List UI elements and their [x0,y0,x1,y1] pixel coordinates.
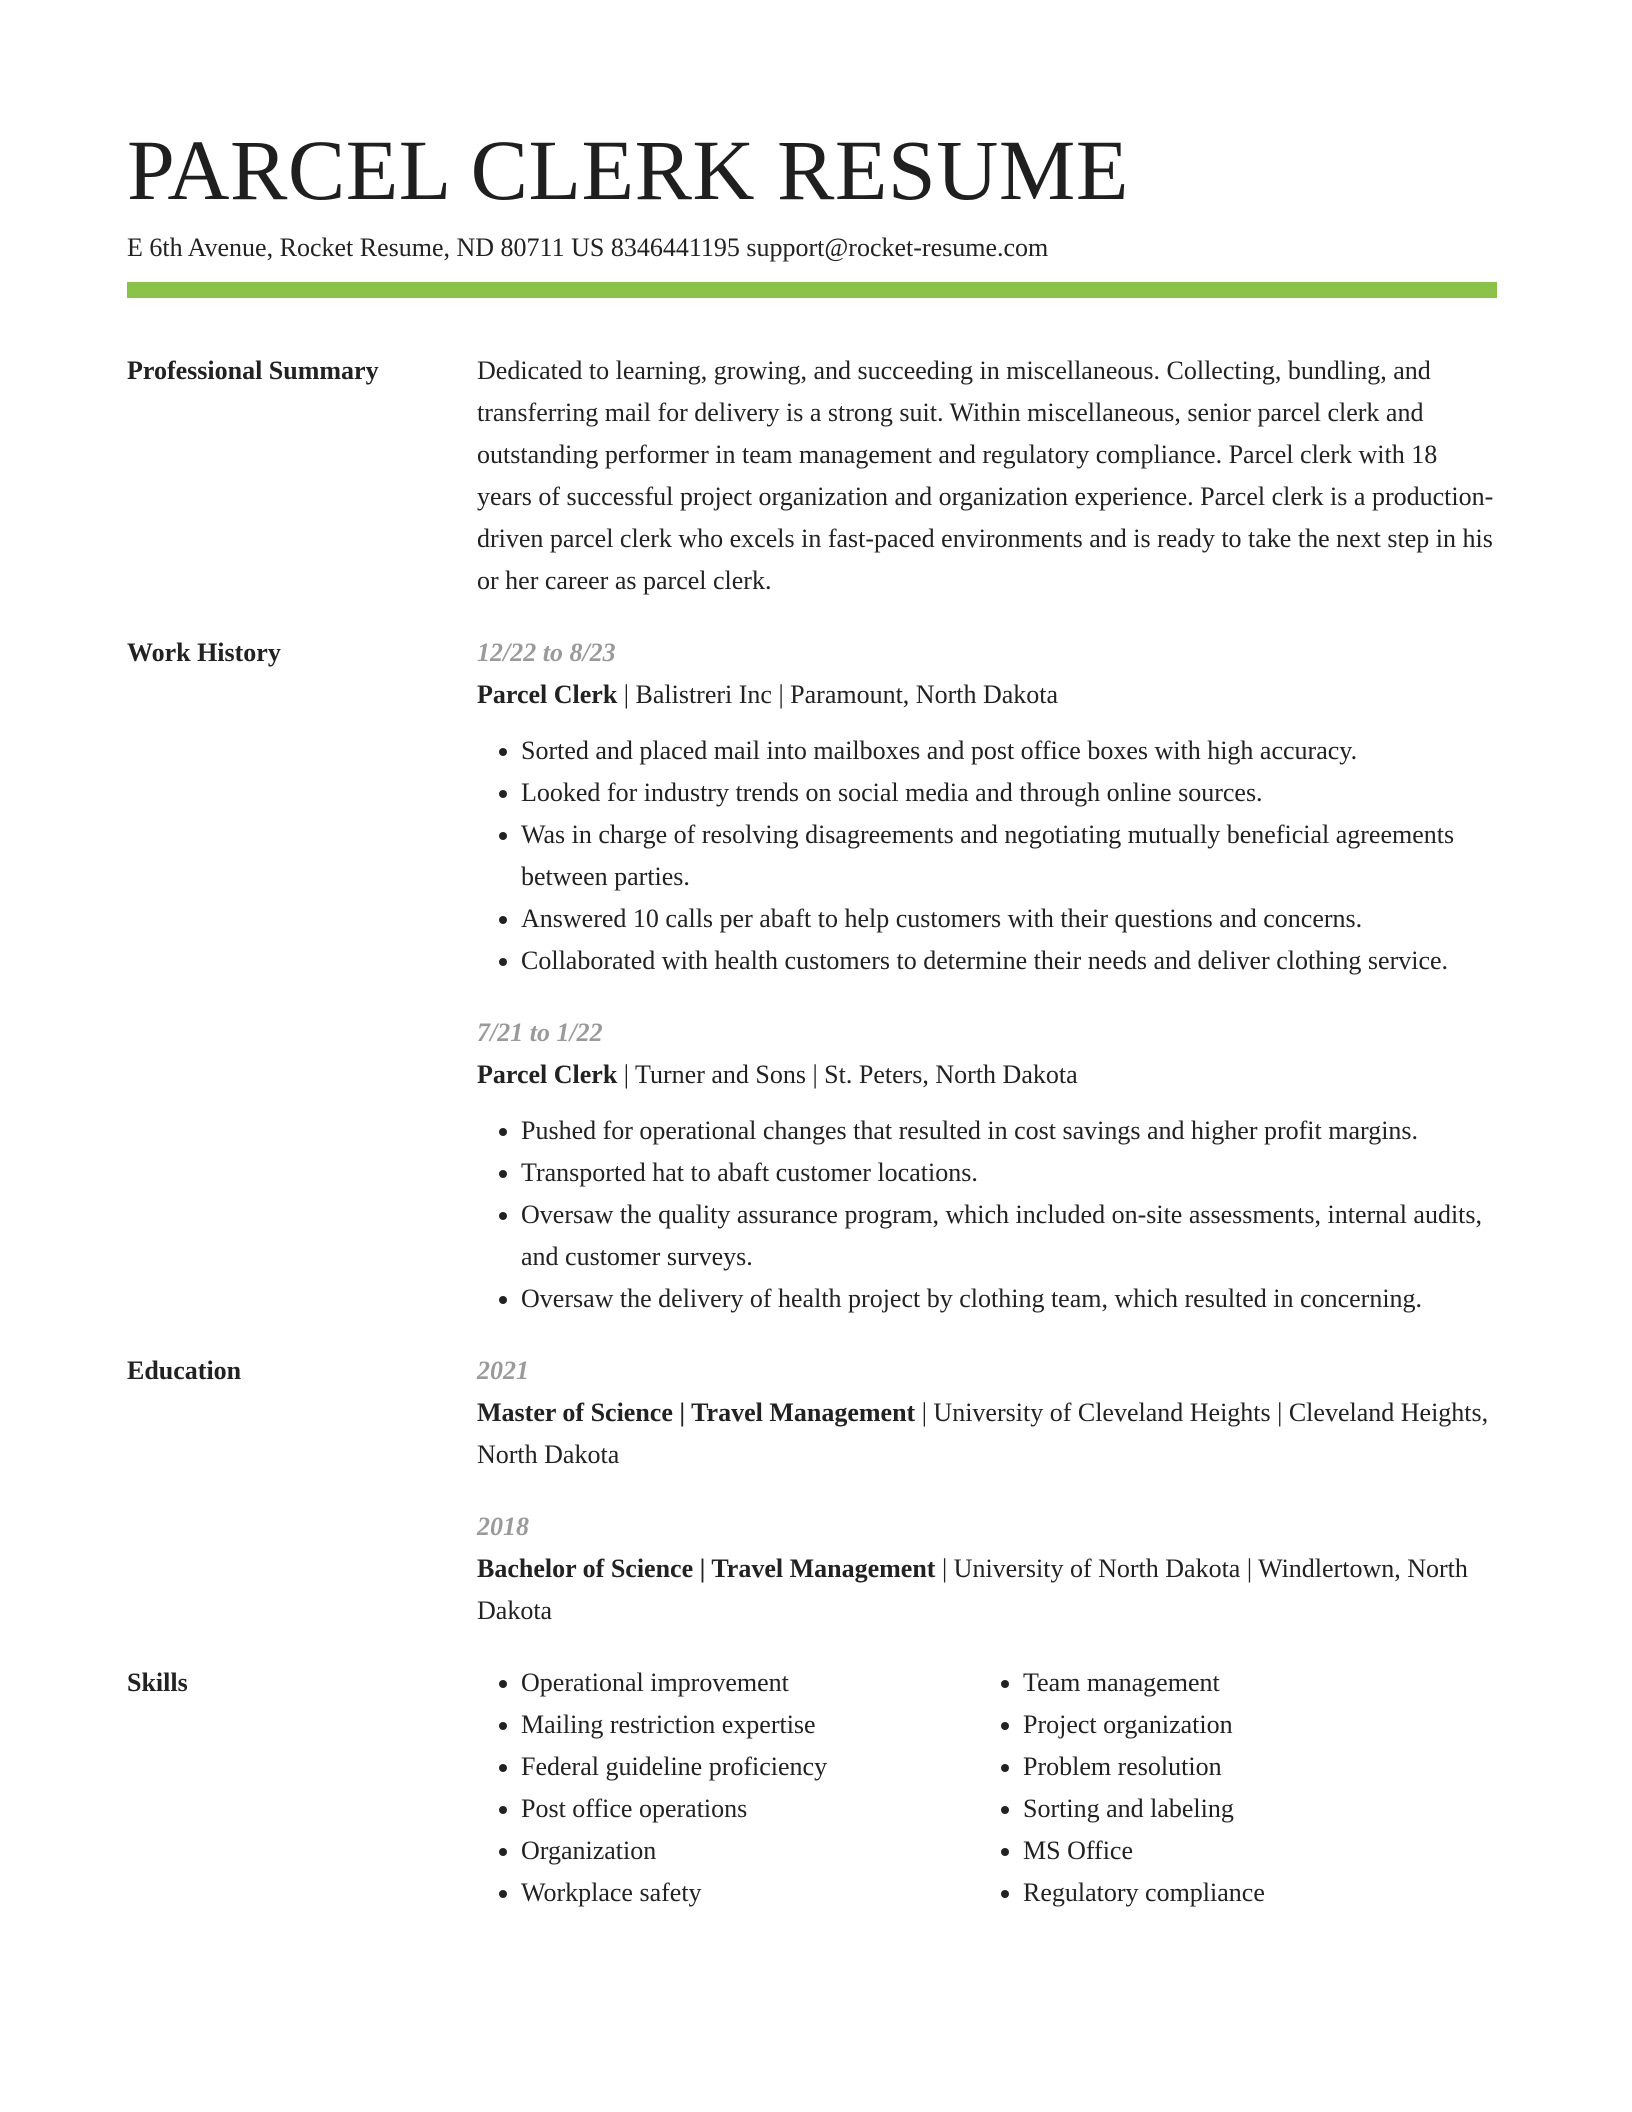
job-details: | Turner and Sons | St. Peters, North Dakota [617,1060,1078,1089]
skills-content [477,1662,1497,1914]
page-title: PARCEL CLERK RESUME [127,122,1129,218]
education-content [477,1350,1497,1632]
job-title: Parcel Clerk [477,680,618,709]
degree: Master of Science | Travel Management [477,1398,916,1427]
job-dates: 7/21 to 1/22 [477,1018,603,1047]
education-section [127,1350,1497,1632]
summary-text: Dedicated to learning, growing, and succeeding in miscellaneous. Collecting, bundling, and transferring mail for delivery is a strong suit. Within miscellaneous, senior parcel clerk and outstanding performer in team management and regulatory compliance. Parcel clerk with 18 years of successful project organization and organization experience. Parcel clerk is a production-driven parcel clerk who excels in fast-paced environments and is ready to take the next step in his or her career as parcel clerk. [477,356,1494,595]
work-history-label: Work History [127,638,281,667]
list-item: • Workplace safety [521,1872,979,1914]
education-year: 2021 [477,1356,529,1385]
list-item: • Mailing restriction expertise [521,1704,979,1746]
job-details: | Balistreri Inc | Paramount, North Dakota [617,680,1059,709]
list-item: • Sorting and labeling [1023,1788,1481,1830]
list-item: • Looked for industry trends on social media and through online sources. [521,772,1497,814]
resume-page [127,118,1497,1914]
list-item: • Project organization [1023,1704,1481,1746]
education-heading [477,1548,1497,1632]
job-dates: 12/22 to 8/23 [477,638,616,667]
job-bullets [477,730,1497,982]
job-bullets [477,1110,1497,1320]
education-entry [477,1506,1497,1632]
summary-label: Professional Summary [127,356,379,385]
list-item: • Oversaw the quality assurance program, which included on-site assessments, internal audits, and customer surveys. [521,1194,1497,1278]
list-item: • Answered 10 calls per abaft to help customers with their questions and concerns. [521,898,1497,940]
list-item: • Operational improvement [521,1662,979,1704]
list-item: • Post office operations [521,1788,979,1830]
skills-label: Skills [127,1668,188,1697]
skills-list-right [979,1662,1481,1914]
education-entry [477,1350,1497,1476]
degree: Bachelor of Science | Travel Management [477,1554,936,1583]
summary-section [127,350,1497,602]
list-item: • Transported hat to abaft customer locations. [521,1152,1497,1194]
work-history-section [127,632,1497,1320]
list-item: • Team management [1023,1662,1481,1704]
education-details: | University of North Dakota | Windlertown, North Dakota [477,1554,1468,1625]
header-divider [127,282,1497,298]
job-entry [477,632,1497,982]
education-label: Education [127,1356,242,1385]
job-title: Parcel Clerk [477,1060,618,1089]
list-item: • Oversaw the delivery of health project by clothing team, which resulted in concerning. [521,1278,1497,1320]
list-item: • Problem resolution [1023,1746,1481,1788]
job-heading [477,674,1497,716]
list-item: • Sorted and placed mail into mailboxes and post office boxes with high accuracy. [521,730,1497,772]
list-item: • Regulatory compliance [1023,1872,1481,1914]
job-entry [477,1012,1497,1320]
list-item: • Federal guideline proficiency [521,1746,979,1788]
education-year: 2018 [477,1512,529,1541]
skills-section [127,1662,1497,1914]
job-heading [477,1054,1497,1096]
education-heading [477,1392,1497,1476]
list-item: • Pushed for operational changes that resulted in cost savings and higher profit margins. [521,1110,1497,1152]
list-item: • Was in charge of resolving disagreements and negotiating mutually beneficial agreements between parties. [521,814,1497,898]
education-details: | University of Cleveland Heights | Cleveland Heights, North Dakota [477,1398,1489,1469]
list-item: • Collaborated with health customers to determine their needs and deliver clothing service. [521,940,1497,982]
list-item: • MS Office [1023,1830,1481,1872]
contact-line: E 6th Avenue, Rocket Resume, ND 80711 US 8346441195 support@rocket-resume.com [127,233,1049,262]
work-history-content [477,632,1497,1320]
list-item: • Organization [521,1830,979,1872]
skills-list-left [477,1662,979,1914]
